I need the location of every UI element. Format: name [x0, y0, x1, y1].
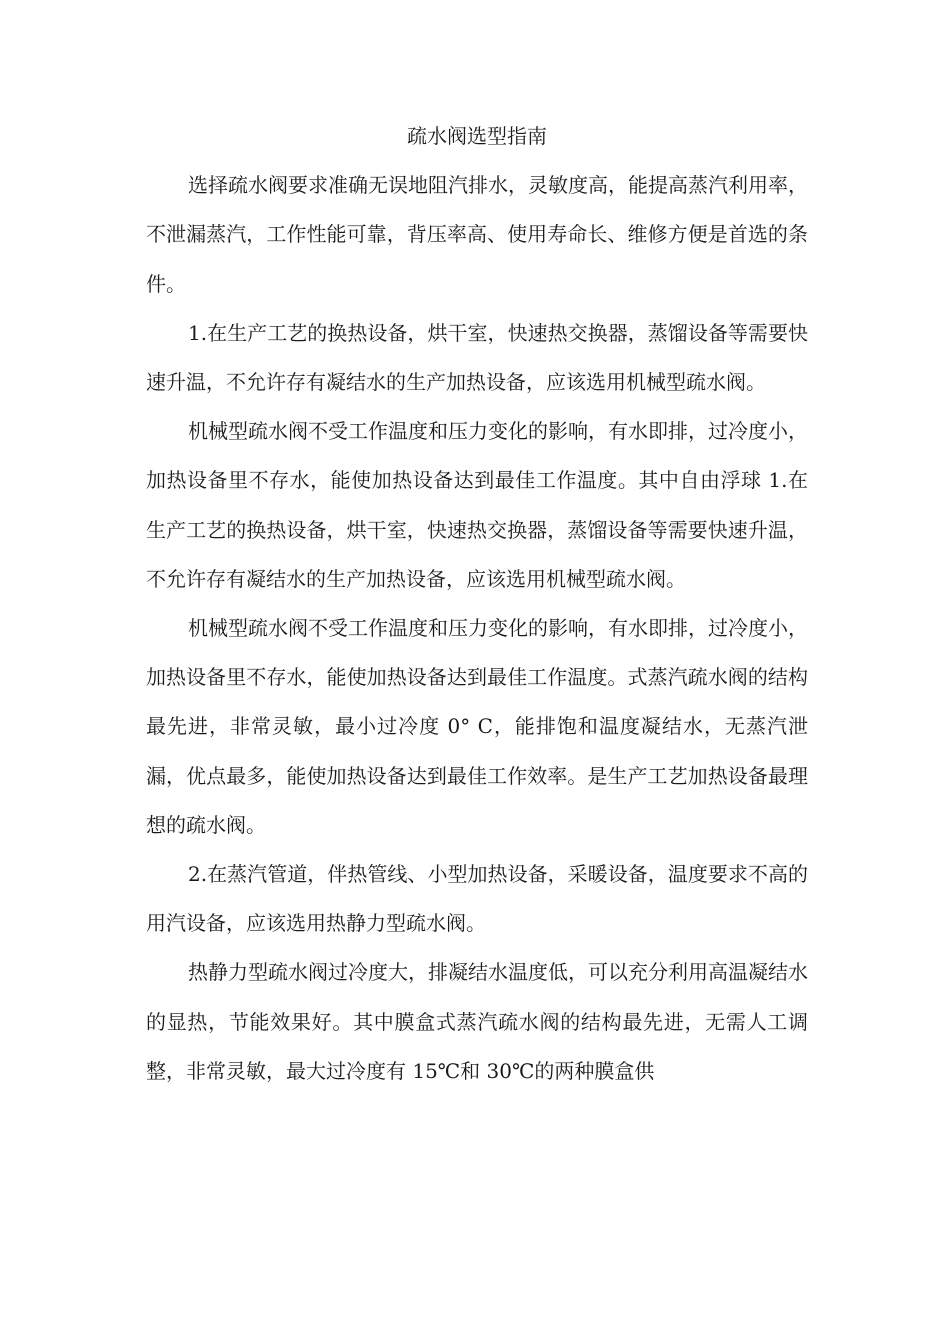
paragraph-point-2: 2.在蒸汽管道，伴热管线、小型加热设备，采暖设备，温度要求不高的用汽设备，应该选用热静力型疏水阀。 [146, 862, 808, 936]
document-body [146, 112, 808, 1096]
paragraph-selection-criteria: 选择疏水阀要求准确无误地阻汽排水，灵敏度高，能提高蒸汽利用率，不泄漏蒸汽，工作性能可靠，背压率高、使用寿命长、维修方便是首选的条件。 [146, 173, 808, 296]
document-title: 疏水阀选型指南 [407, 124, 547, 148]
paragraph-thermostatic-type: 热静力型疏水阀过冷度大，排凝结水温度低，可以充分利用高温凝结水的显热，节能效果好。其中膜盒式蒸汽疏水阀的结构最先进，无需人工调整，非常灵敏，最大过冷度有 15℃和 30℃的两种膜盒供 [146, 960, 808, 1083]
paragraph-point-1: 1.在生产工艺的换热设备，烘干室，快速热交换器，蒸馏设备等需要快速升温，不允许存有凝结水的生产加热设备，应该选用机械型疏水阀。 [146, 320, 808, 395]
paragraph-mechanical-type-detail: 机械型疏水阀不受工作温度和压力变化的影响，有水即排，过冷度小，加热设备里不存水，能使加热设备达到最佳工作温度。式蒸汽疏水阀的结构最先进，非常灵敏，最小过冷度 0° C，能排饱和温度凝结水，无蒸汽泄漏，优点最多，能使加热设备达到最佳工作效率。是生产工艺加热设备最理想的疏水阀。 [146, 616, 808, 837]
paragraph-mechanical-type: 机械型疏水阀不受工作温度和压力变化的影响，有水即排，过冷度小，加热设备里不存水，能使加热设备达到最佳工作温度。其中自由浮球 1.在生产工艺的换热设备，烘干室，快速热交换器，蒸馏设备等需要快速升温，不允许存有凝结水的生产加热设备，应该选用机械型疏水阀。 [146, 419, 808, 591]
